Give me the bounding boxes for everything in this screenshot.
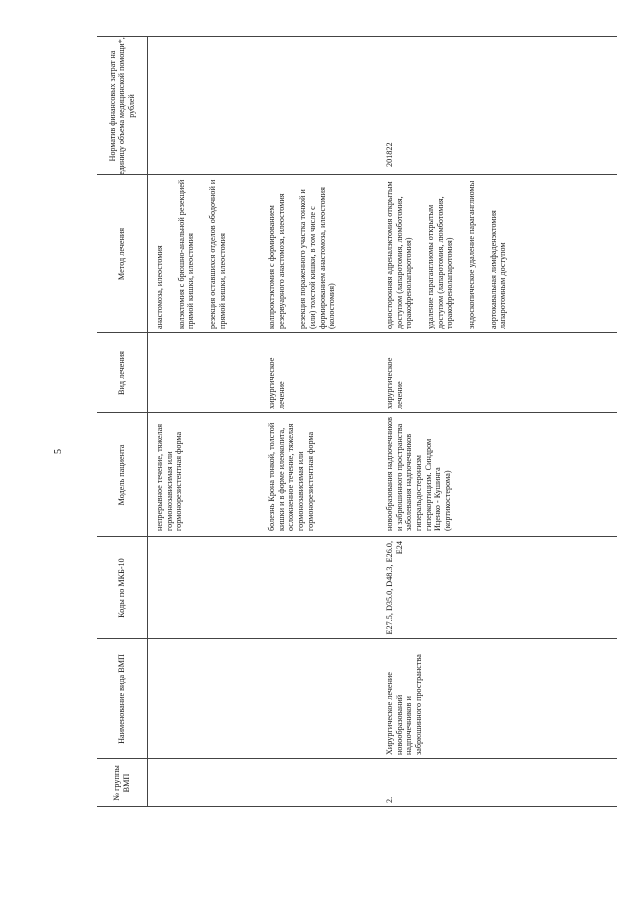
method-item: резекция оставшихся отделов ободочной и прямой кишки, илеостомия xyxy=(208,179,227,329)
col-header-treatment: Вид лечения xyxy=(97,333,148,413)
method-item: эндоскопическое удаление параганглиомы xyxy=(467,180,477,329)
row2-model: новообразования надпочечников и забрюшинного пространства заболевания надпочечников гиперальдостеронизм гиперкортицизм. Синдром Иценко - Кушинга (кортикостерома) xyxy=(385,416,453,531)
col-header-codes: Коды по МКБ-10 xyxy=(97,537,148,639)
row2-group: 2. xyxy=(385,796,394,803)
method-item: удаление параганглиомы открытым доступом (лапаротомия, люмботомия, торакофренолапаротомия) xyxy=(426,196,455,329)
col-header-cost: Норматив финансовых затрат на единицу объема медицинской помощи*, рублей xyxy=(97,37,148,175)
block1-methods xyxy=(155,179,227,329)
row2-treatment: хирургическое лечение xyxy=(385,357,404,409)
block1-model: непрерывное течение, тяжелая гормонозависимая или гормонорезистентная форма xyxy=(155,424,184,531)
method-item: колэктомия с брюшно-анальной резекцией прямой кишки, илеостомия xyxy=(176,179,196,329)
method-item: резекция пораженного участка тонкой и (или) толстой кишки, в том числе с формированием анастомоза, илеостомия (колостомия) xyxy=(298,187,337,329)
col-header-method: Метод лечения xyxy=(97,175,148,333)
method-item: колпроктэктомия с формированием резервуарного анастомоза, илеостомия xyxy=(267,193,286,329)
row2-codes: E27.5, D35.0, D48.3, E26.0, E24 xyxy=(385,541,404,635)
row2-cost: 201822 xyxy=(385,142,394,167)
col-header-group: № группы ВМП xyxy=(97,759,148,807)
method-item: аортокавальная лимфаденэктомия лапаротомным доступом xyxy=(488,210,508,329)
page-number: 5 xyxy=(53,449,64,454)
col-header-name: Наименование вида ВМП xyxy=(97,639,148,759)
rotated-page xyxy=(97,37,617,807)
method-item: анастомоза, илеостомия xyxy=(155,245,164,329)
block2-treatment: хирургическое лечение xyxy=(267,357,286,409)
vmp-table xyxy=(97,37,617,807)
block2-methods xyxy=(267,179,337,329)
row2-methods xyxy=(385,179,508,329)
method-item: односторонняя адреналэктомия открытым доступом (лапаротомия, люмботомия, торакофренолапаротомия) xyxy=(385,181,414,329)
row2-name: Хирургическое лечение новообразований надпочечников и забрюшинного пространства xyxy=(385,654,424,755)
block2-model: болезнь Крона тонкой, толстой кишки и в форме илеоколита, осложненное течение, тяжелая гормонозависимая или гормонорезистентная форма xyxy=(267,422,315,531)
col-header-model: Модель пациента xyxy=(97,413,148,537)
